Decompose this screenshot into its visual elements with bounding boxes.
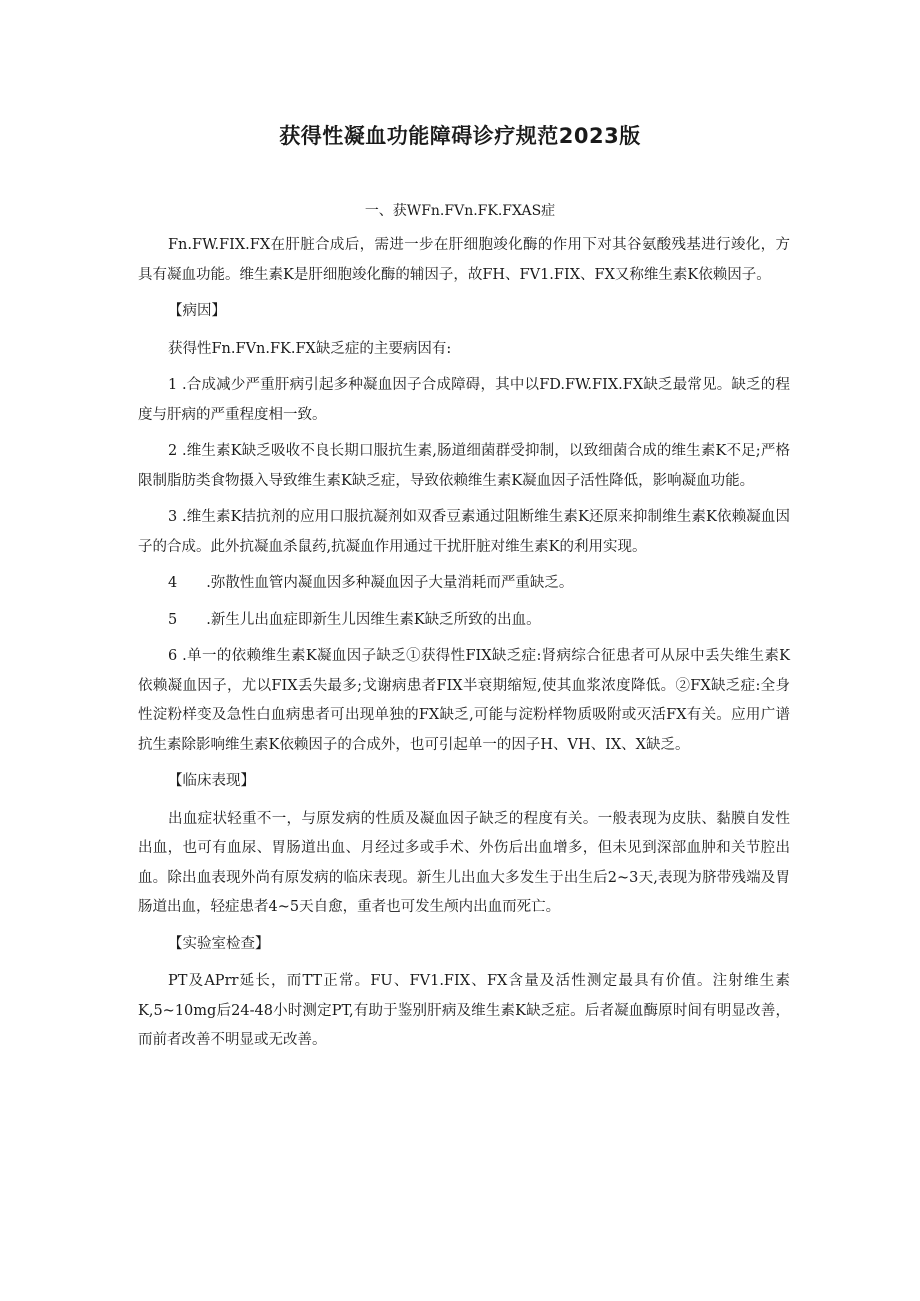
heading-lab: 【实验室检查】: [168, 935, 270, 952]
list-item-6: 6 .单一的依赖维生素K凝血因子缺乏①获得性FIX缺乏症:肾病综合征患者可从尿中丢失维生素K依赖凝血因子，尤以FIX丢失最多;戈谢病患者FIX半衰期缩短,使其血浆浓度降低。②FX缺乏症:全身性淀粉样变及急性白血病患者可出现单独的FX缺乏,可能与淀粉样物质吸附或灭活FX有关。应用广谱抗生素除影响维生素K依赖因子的合成外，也可引起单一的因子H、VH、IX、X缺乏。: [138, 648, 790, 753]
list-item-4: 4 .弥散性血管内凝血因多种凝血因子大量消耗而严重缺乏。: [168, 575, 574, 591]
heading-clinical: 【临床表现】: [168, 773, 255, 789]
document-title: 获得性凝血功能障碍诊疗规范2023版: [279, 124, 641, 148]
list-item-3: 3 .维生素K拮抗剂的应用口服抗凝剂如双香豆素通过阻断维生素K还原来抑制维生素K依赖凝血因子的合成。此外抗凝血杀鼠药,抗凝血作用通过干扰肝脏对维生素K的利用实现。: [138, 509, 790, 555]
paragraph-intro: Fn.FW.FIX.FX在肝脏合成后，需进一步在肝细胞竣化酶的作用下对其谷氨酸残基进行竣化，方具有凝血功能。维生素K是肝细胞竣化酶的辅因子，故FH、FV1.FIX、FX又称维生素K依赖因子。: [138, 237, 790, 283]
paragraph-lab: PT及APrr延长，而TT正常。FU、FV1.FIX、FX含量及活性测定最具有价值。注射维生素K,5~10mg后24-48小时测定PT,有助于鉴别肝病及维生素K缺乏症。后者凝血酶原时间有明显改善，而前者改善不明显或无改善。: [138, 973, 790, 1048]
list-item-5: 5 .新生儿出血症即新生儿因维生素K缺乏所致的出血。: [168, 611, 541, 628]
list-item-1: 1 .合成减少严重肝病引起多种凝血因子合成障碍，其中以FD.FW.FIX.FX缺乏最常见。缺乏的程度与肝病的严重程度相一致。: [138, 377, 790, 423]
heading-etiology: 【病因】: [168, 303, 226, 319]
list-item-2: 2 .维生素K缺乏吸收不良长期口服抗生素,肠道细菌群受抑制，以致细菌合成的维生素K不足;严格限制脂肪类食物摄入导致维生素K缺乏症，导致依赖维生素K凝血因子活性降低，影响凝血功能。: [138, 443, 790, 489]
section-heading: 一、获WFn.FVn.FK.FXAS症: [364, 203, 556, 219]
document-body: [138, 231, 790, 1063]
paragraph-clinical: 出血症状轻重不一，与原发病的性质及凝血因子缺乏的程度有关。一般表现为皮肤、黏膜自发性出血，也可有血尿、胃肠道出血、月经过多或手术、外伤后出血增多，但未见到深部血肿和关节腔出血。除出血表现外尚有原发病的临床表现。新生儿出血大多发生于出生后2~3天,表现为脐带残端及胃肠道出血，轻症患者4~5天自愈，重者也可发生颅内出血而死亡。: [138, 810, 790, 915]
paragraph-etiology-lead: 获得性Fn.FVn.FK.FX缺乏症的主要病因有:: [168, 340, 452, 357]
